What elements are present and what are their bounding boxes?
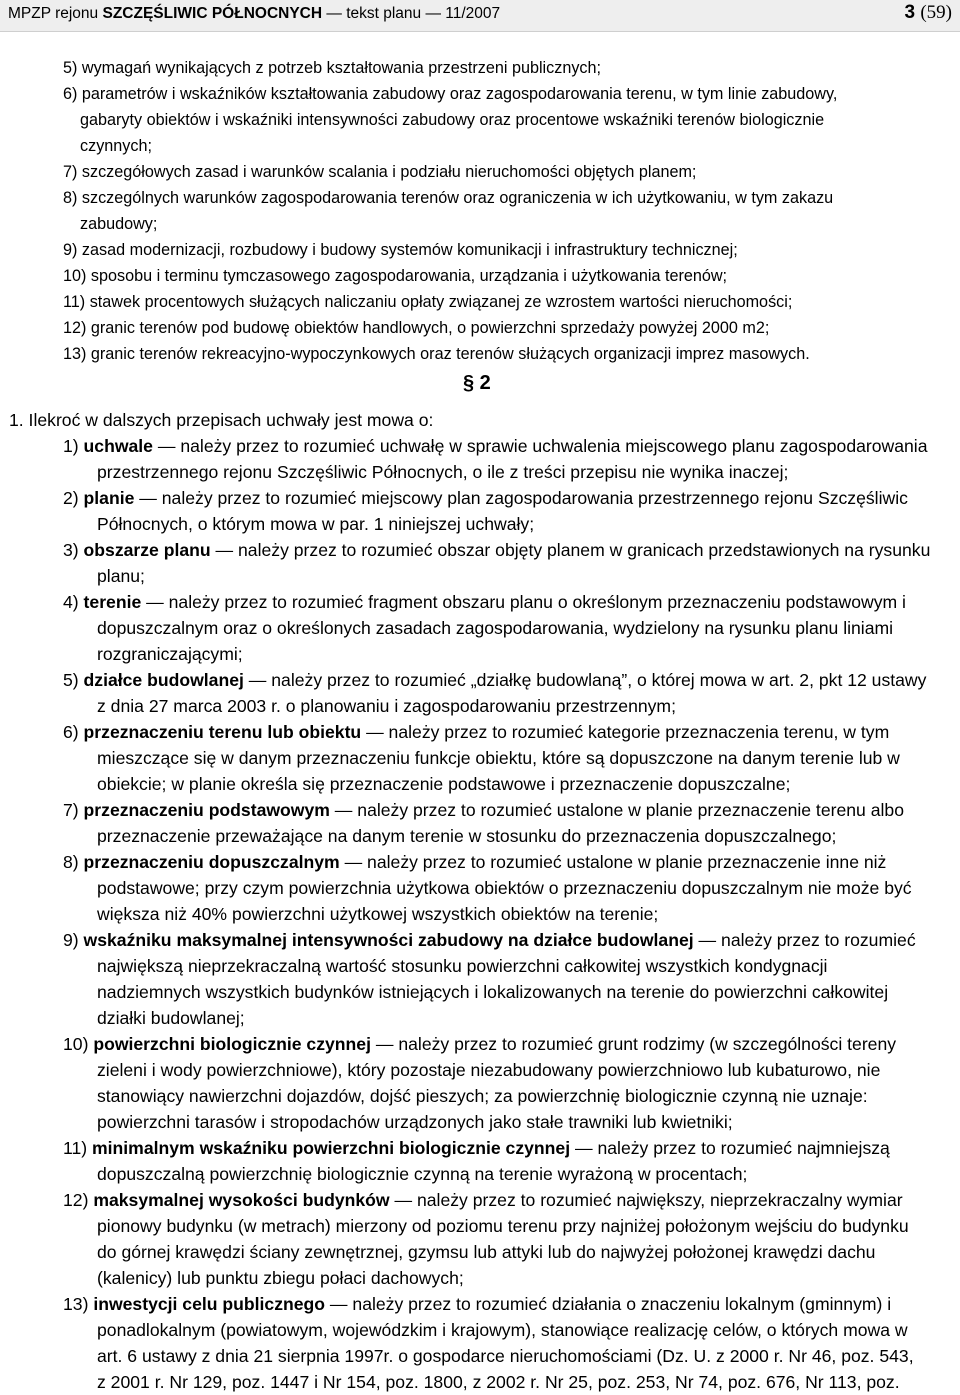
list-item-text: 13) granic terenów rekreacyjno-wypoczynkowych oraz terenów służących organizacji imprez masowych. xyxy=(63,345,810,363)
list-item-text: 8) szczególnych warunków zagospodarowania terenów oraz ograniczenia w ich użytkowaniu, w tym zakazu xyxy=(63,189,834,207)
list-item-text: 11) stawek procentowych służących naliczaniu opłaty związanej ze wzrostem wartości nieruchomości; xyxy=(63,293,793,311)
title-suffix: — tekst planu — 11/2007 xyxy=(326,5,501,22)
list-item xyxy=(0,289,960,315)
definition-text: do górnej krawędzi ściany zewnętrznej, gzymsu lub attyki lub do najwyżej położonej krawędzi dachu xyxy=(97,1242,876,1262)
definition-first-line xyxy=(63,1135,890,1161)
list-item-cont xyxy=(0,133,960,159)
definition-text: dopuszczalną powierzchnię biologicznie czynną na terenie wyrażoną w procentach; xyxy=(97,1164,748,1184)
definition-continuation xyxy=(0,979,960,1005)
list-item-text: 6) parametrów i wskaźników kształtowania zabudowy oraz zagospodarowania terenu, w tym linie zabudowy, xyxy=(63,85,838,103)
definition-continuation xyxy=(0,953,960,979)
definition-number: 12) xyxy=(63,1190,89,1210)
definition-text: — należy przez to rozumieć największy, nieprzekraczalny wymiar xyxy=(394,1190,903,1210)
definition-continuation xyxy=(0,901,960,927)
definition-item xyxy=(0,485,960,511)
list-item xyxy=(0,237,960,263)
definition-first-line xyxy=(63,433,928,459)
list-item xyxy=(0,55,960,81)
definition-term: maksymalnej wysokości budynków xyxy=(93,1190,390,1210)
definition-continuation xyxy=(0,1317,960,1343)
definition-text: zieleni i wody powierzchniowe), który pozostaje niezabudowany powierzchniowo lub kubaturowo, nie xyxy=(97,1060,881,1080)
definition-text: — należy przez to rozumieć xyxy=(698,930,916,950)
definition-first-line xyxy=(63,797,904,823)
list-item-text: 5) wymagań wynikających z potrzeb kształtowania przestrzeni publicznych; xyxy=(63,59,602,77)
list-item xyxy=(0,185,960,211)
definition-text: pionowy budynku (w metrach) mierzony od poziomu terenu przy najniżej położonym wejściu do budynku xyxy=(97,1216,909,1236)
list-item-text: 9) zasad modernizacji, rozbudowy i budowy systemów komunikacji i infrastruktury technicznej; xyxy=(63,241,738,259)
definition-text: Północnych, o którym mowa w par. 1 niniejszej uchwały; xyxy=(97,514,535,534)
definition-text: planu; xyxy=(97,566,145,586)
definition-continuation xyxy=(0,771,960,797)
definition-term: przeznaczeniu podstawowym xyxy=(83,800,330,820)
definition-item xyxy=(0,849,960,875)
definition-number: 9) xyxy=(63,930,79,950)
list-item-text: 12) granic terenów pod budowę obiektów handlowych, o powierzchni sprzedaży powyżej 2000 m2; xyxy=(63,319,770,337)
definition-continuation xyxy=(0,1161,960,1187)
definition-item xyxy=(0,1135,960,1161)
definition-text: nadziemnych wszystkich budynków istniejących i lokalizowanych na terenie do powierzchni całkowitej xyxy=(97,982,889,1002)
intro-text: 1. Ilekroć w dalszych przepisach uchwały jest mowa o: xyxy=(9,410,434,430)
definition-item xyxy=(0,537,960,563)
page-indicator xyxy=(904,2,952,24)
definition-number: 8) xyxy=(63,852,79,872)
definition-item xyxy=(0,719,960,745)
list-item-text: czynnych; xyxy=(80,137,152,155)
definition-text: mieszczące się w danym przeznaczeniu funkcje obiektu, które są dopuszczone na danym terenie lub w xyxy=(97,748,900,768)
definition-text: stanowiący nawierzchni dojazdów, dojść pieszych; za powierzchnię biologicznie czynną nie uznaje: xyxy=(97,1086,868,1106)
definition-first-line xyxy=(63,927,916,953)
scope-list xyxy=(0,55,960,367)
definition-text: ponadlokalnym (powiatowym, wojewódzkim i krajowym), stanowiące realizację celów, o których mowa w xyxy=(97,1320,908,1340)
definition-number: 4) xyxy=(63,592,79,612)
definition-text: art. 6 ustawy z dnia 21 sierpnia 1997r. o gospodarce nieruchomościami (Dz. U. z 2000 r. Nr 46, poz. 543, xyxy=(97,1346,914,1366)
definition-item xyxy=(0,1187,960,1213)
page-total: (59) xyxy=(920,2,952,23)
definition-number: 11) xyxy=(63,1138,88,1158)
page-number: 3 xyxy=(904,2,916,23)
definition-number: 5) xyxy=(63,670,79,690)
definition-item xyxy=(0,927,960,953)
definition-term: terenie xyxy=(83,592,142,612)
list-item xyxy=(0,159,960,185)
definition-continuation xyxy=(0,1083,960,1109)
list-item-text: 10) sposobu i terminu tymczasowego zagospodarowania, urządzania i użytkowania terenów; xyxy=(63,267,728,285)
definition-continuation xyxy=(0,1109,960,1135)
definition-number: 7) xyxy=(63,800,79,820)
definition-term: uchwale xyxy=(83,436,153,456)
definition-text: przestrzennego rejonu Szczęśliwic Północnych, o ile z treści przepisu nie wynika inaczej; xyxy=(97,462,789,482)
title-location: SZCZĘŚLIWIC PÓŁNOCNYCH xyxy=(102,5,323,22)
list-item xyxy=(0,341,960,367)
definition-text: — należy przez to rozumieć obszar objęty planem w granicach przedstawionych na rysunku xyxy=(215,540,931,560)
definition-text: — należy przez to rozumieć grunt rodzimy (w szczególności tereny xyxy=(375,1034,897,1054)
definition-text: powierzchni tarasów i stropodachów urządzonych jako stałe trawniki lub kwietniki; xyxy=(97,1112,733,1132)
definition-first-line xyxy=(63,1291,891,1317)
definition-text: — należy przez to rozumieć miejscowy plan zagospodarowania przestrzennego rejonu Szczęśliwic xyxy=(139,488,908,508)
definition-term: planie xyxy=(83,488,135,508)
definition-first-line xyxy=(63,849,886,875)
definition-first-line xyxy=(63,1187,903,1213)
definition-text: większa niż 40% powierzchni użytkowej wszystkich obiektów na terenie; xyxy=(97,904,659,924)
definition-number: 1) xyxy=(63,436,79,456)
definition-continuation xyxy=(0,745,960,771)
definition-continuation xyxy=(0,563,960,589)
definition-continuation xyxy=(0,615,960,641)
definition-term: przeznaczeniu terenu lub obiektu xyxy=(83,722,362,742)
definition-text: podstawowe; przy czym powierzchnia użytkowa obiektów o przeznaczeniu dopuszczalnym nie może być xyxy=(97,878,912,898)
definition-text: — należy przez to rozumieć „działkę budowlaną”, o której mowa w art. 2, pkt 12 ustawy xyxy=(248,670,927,690)
definition-text: — należy przez to rozumieć ustalone w planie przeznaczenie inne niż xyxy=(344,852,887,872)
definition-first-line xyxy=(63,485,908,511)
list-item-cont xyxy=(0,107,960,133)
definition-text: — należy przez to rozumieć ustalone w planie przeznaczenie terenu albo xyxy=(334,800,904,820)
definition-continuation xyxy=(0,1213,960,1239)
definition-item xyxy=(0,667,960,693)
definition-number: 6) xyxy=(63,722,79,742)
definition-first-line xyxy=(63,719,889,745)
definition-term: minimalnym wskaźniku powierzchni biologicznie czynnej xyxy=(92,1138,571,1158)
definitions-section xyxy=(0,407,960,1395)
definition-text: (kalenicy) lub punktu zbiegu połaci dachowych; xyxy=(97,1268,464,1288)
list-item-text: gabaryty obiektów i wskaźniki intensywności zabudowy oraz procentowe wskaźniki terenów biologicznie xyxy=(80,111,825,129)
definition-number: 3) xyxy=(63,540,79,560)
definition-term: inwestycji celu publicznego xyxy=(93,1294,326,1314)
definition-first-line xyxy=(63,537,930,563)
definition-continuation xyxy=(0,1239,960,1265)
definition-continuation xyxy=(0,875,960,901)
page-header xyxy=(0,0,960,32)
definition-first-line xyxy=(63,667,926,693)
definition-number: 13) xyxy=(63,1294,89,1314)
definition-term: wskaźniku maksymalnej intensywności zabudowy na działce budowlanej xyxy=(83,930,694,950)
definition-continuation xyxy=(0,511,960,537)
definition-continuation xyxy=(0,641,960,667)
document-title xyxy=(8,5,500,23)
definition-text: rozgraniczającymi; xyxy=(97,644,243,664)
definition-text: — należy przez to rozumieć kategorie przeznaczenia terenu, w tym xyxy=(366,722,890,742)
definition-text: — należy przez to rozumieć uchwałę w sprawie uchwalenia miejscowego planu zagospodarowania xyxy=(157,436,928,456)
definition-continuation xyxy=(0,1057,960,1083)
title-prefix: MPZP rejonu xyxy=(8,5,99,22)
list-item xyxy=(0,315,960,341)
definition-continuation xyxy=(0,1005,960,1031)
definition-text: obiekcie; w planie określa się przeznaczenie podstawowe i przeznaczenie dopuszczalne; xyxy=(97,774,791,794)
definition-text: dopuszczalnym oraz o określonych zasadach zagospodarowania, wydzielony na rysunku planu liniami xyxy=(97,618,894,638)
definitions-intro xyxy=(0,407,960,433)
section-heading: § 2 xyxy=(463,372,491,394)
definition-term: obszarze planu xyxy=(83,540,211,560)
definition-text: z dnia 27 marca 2003 r. o planowaniu i zagospodarowaniu przestrzennym; xyxy=(97,696,676,716)
definition-number: 2) xyxy=(63,488,79,508)
definition-continuation xyxy=(0,1343,960,1369)
definition-continuation xyxy=(0,1369,960,1395)
definition-text: — należy przez to rozumieć najmniejszą xyxy=(574,1138,890,1158)
list-item-cont xyxy=(0,211,960,237)
definition-first-line xyxy=(63,589,906,615)
definition-continuation xyxy=(0,823,960,849)
list-item xyxy=(0,81,960,107)
definition-number: 10) xyxy=(63,1034,89,1054)
definition-text: przeznaczenie przeważające na danym terenie w stosunku do przeznaczenia dopuszczalnego; xyxy=(97,826,837,846)
definition-text: z 2001 r. Nr 129, poz. 1447 i Nr 154, poz. 1800, z 2002 r. Nr 25, poz. 253, Nr 74, poz. 676, Nr 113, poz. xyxy=(97,1372,900,1392)
definition-term: powierzchni biologicznie czynnej xyxy=(93,1034,371,1054)
definition-term: przeznaczeniu dopuszczalnym xyxy=(83,852,340,872)
definition-continuation xyxy=(0,459,960,485)
definition-continuation xyxy=(0,693,960,719)
list-item-text: 7) szczegółowych zasad i warunków scalania i podziału nieruchomości objętych planem; xyxy=(63,163,697,181)
definition-item xyxy=(0,589,960,615)
list-item xyxy=(0,263,960,289)
definition-continuation xyxy=(0,1265,960,1291)
definition-text: — należy przez to rozumieć fragment obszaru planu o określonym przeznaczeniu podstawowym i xyxy=(146,592,906,612)
definition-item xyxy=(0,1031,960,1057)
definition-item xyxy=(0,797,960,823)
list-item-text: zabudowy; xyxy=(80,215,158,233)
definition-item xyxy=(0,1291,960,1317)
definition-text: największą nieprzekraczalną wartość stosunku powierzchni całkowitej wszystkich kondygnacji xyxy=(97,956,828,976)
definition-text: działki budowlanej; xyxy=(97,1008,245,1028)
definition-term: działce budowlanej xyxy=(83,670,244,690)
definition-text: — należy przez to rozumieć działania o znaczeniu lokalnym (gminnym) i xyxy=(329,1294,892,1314)
definition-item xyxy=(0,433,960,459)
definition-first-line xyxy=(63,1031,896,1057)
